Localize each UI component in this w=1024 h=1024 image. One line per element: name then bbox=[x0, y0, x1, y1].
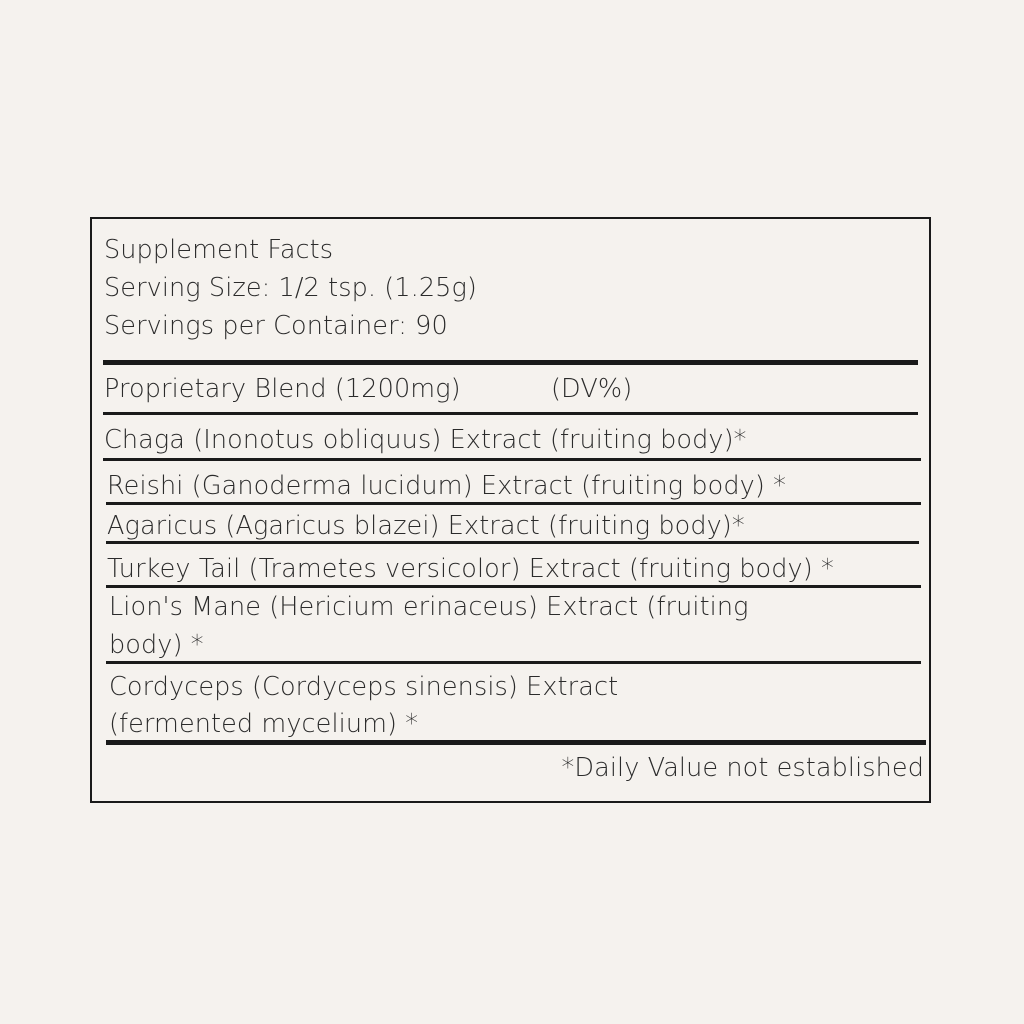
divider bbox=[106, 541, 919, 544]
divider bbox=[106, 502, 921, 505]
ingredient-row: Reishi (Ganoderma lucidum) Extract (fruiting body) * bbox=[107, 471, 786, 501]
divider bbox=[106, 661, 921, 664]
ingredient-row: Chaga (Inonotus obliquus) Extract (fruiting body)* bbox=[104, 425, 747, 455]
ingredient-row: Lion's Mane (Hericium erinaceus) Extract (fruiting bbox=[109, 592, 749, 622]
ingredient-row: Turkey Tail (Trametes versicolor) Extract (fruiting body) * bbox=[107, 554, 834, 584]
dv-header: (DV%) bbox=[551, 374, 633, 404]
divider-thick-top bbox=[103, 360, 918, 365]
divider bbox=[103, 458, 921, 461]
divider bbox=[103, 412, 918, 415]
divider bbox=[106, 585, 921, 588]
ingredient-row-continued: body) * bbox=[109, 630, 204, 660]
panel-title: Supplement Facts bbox=[104, 235, 334, 265]
blend-name: Proprietary Blend (1200mg) bbox=[104, 374, 461, 404]
daily-value-footnote: *Daily Value not established bbox=[561, 753, 924, 783]
ingredient-row: Cordyceps (Cordyceps sinensis) Extract bbox=[109, 672, 619, 702]
divider-thick-bottom bbox=[106, 740, 926, 745]
ingredient-row: Agaricus (Agaricus blazei) Extract (fruiting body)* bbox=[107, 511, 745, 541]
servings-per-container: Servings per Container: 90 bbox=[104, 311, 448, 341]
ingredient-row-continued: (fermented mycelium) * bbox=[109, 709, 419, 739]
serving-size: Serving Size: 1/2 tsp. (1.25g) bbox=[104, 273, 477, 303]
